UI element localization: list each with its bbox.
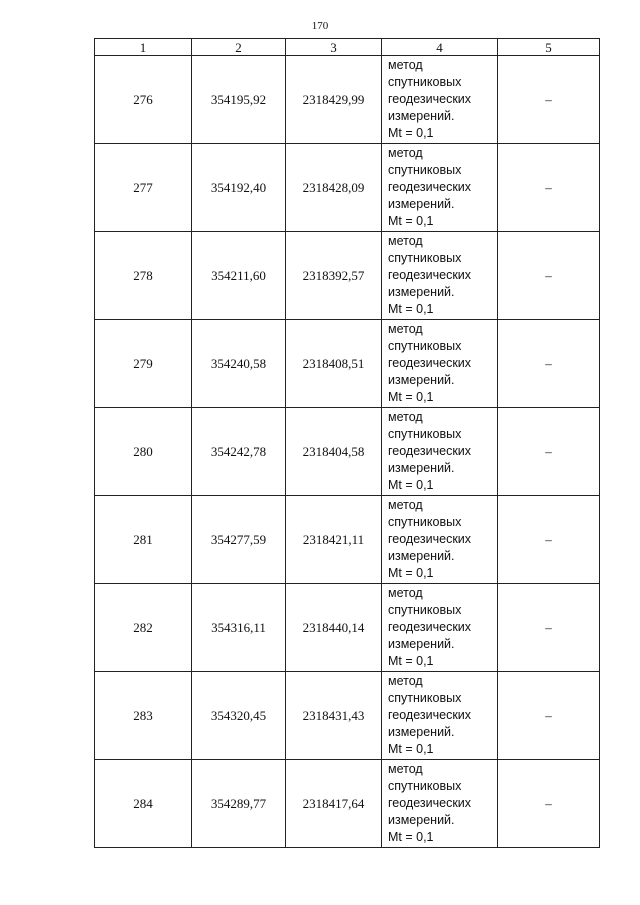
note-cell: –	[498, 144, 600, 232]
table-row	[95, 144, 600, 232]
point-number-cell: 278	[95, 232, 192, 320]
point-number-cell: 276	[95, 56, 192, 144]
method-line: метод	[388, 586, 423, 600]
y-coordinate-cell: 2318431,43	[286, 672, 382, 760]
method-cell	[382, 56, 498, 144]
method-line: спутниковых	[388, 427, 462, 441]
method-line: геодезических	[388, 444, 472, 458]
method-line: геодезических	[388, 180, 472, 194]
y-coordinate-cell: 2318417,64	[286, 760, 382, 848]
method-line: метод	[388, 146, 423, 160]
method-cell	[382, 760, 498, 848]
method-line: геодезических	[388, 532, 472, 546]
method-line: измерений.	[388, 725, 455, 739]
x-coordinate-cell: 354211,60	[192, 232, 286, 320]
x-coordinate-cell: 354320,45	[192, 672, 286, 760]
x-coordinate-cell: 354289,77	[192, 760, 286, 848]
note-cell: –	[498, 584, 600, 672]
method-line: геодезических	[388, 796, 472, 810]
method-line: спутниковых	[388, 251, 462, 265]
point-number-cell: 279	[95, 320, 192, 408]
method-cell	[382, 496, 498, 584]
table-row	[95, 584, 600, 672]
x-coordinate-cell: 354277,59	[192, 496, 286, 584]
page-number: 170	[311, 20, 329, 32]
y-coordinate-cell: 2318421,11	[286, 496, 382, 584]
method-cell	[382, 232, 498, 320]
y-coordinate-cell: 2318440,14	[286, 584, 382, 672]
method-line: Mt = 0,1	[388, 478, 434, 492]
method-line: измерений.	[388, 813, 455, 827]
table-header-row	[95, 39, 600, 56]
method-cell	[382, 320, 498, 408]
method-cell	[382, 408, 498, 496]
table-row	[95, 232, 600, 320]
point-number-cell: 283	[95, 672, 192, 760]
method-line: геодезических	[388, 620, 472, 634]
method-line: измерений.	[388, 109, 455, 123]
note-cell: –	[498, 320, 600, 408]
method-line: спутниковых	[388, 515, 462, 529]
table-row	[95, 320, 600, 408]
column-header-5: 5	[498, 39, 600, 56]
method-cell	[382, 672, 498, 760]
method-line: Mt = 0,1	[388, 390, 434, 404]
method-line: Mt = 0,1	[388, 126, 434, 140]
note-cell: –	[498, 496, 600, 584]
method-line: метод	[388, 410, 423, 424]
method-cell	[382, 584, 498, 672]
method-line: Mt = 0,1	[388, 302, 434, 316]
method-line: Mt = 0,1	[388, 654, 434, 668]
method-line: спутниковых	[388, 691, 462, 705]
y-coordinate-cell: 2318428,09	[286, 144, 382, 232]
method-line: измерений.	[388, 461, 455, 475]
method-line: измерений.	[388, 549, 455, 563]
method-line: метод	[388, 322, 423, 336]
point-number-cell: 277	[95, 144, 192, 232]
y-coordinate-cell: 2318392,57	[286, 232, 382, 320]
method-line: метод	[388, 234, 423, 248]
table-row	[95, 760, 600, 848]
note-cell: –	[498, 760, 600, 848]
method-line: спутниковых	[388, 603, 462, 617]
y-coordinate-cell: 2318404,58	[286, 408, 382, 496]
x-coordinate-cell: 354240,58	[192, 320, 286, 408]
method-line: Mt = 0,1	[388, 214, 434, 228]
y-coordinate-cell: 2318429,99	[286, 56, 382, 144]
method-line: геодезических	[388, 268, 472, 282]
note-cell: –	[498, 56, 600, 144]
method-line: измерений.	[388, 285, 455, 299]
point-number-cell: 284	[95, 760, 192, 848]
x-coordinate-cell: 354242,78	[192, 408, 286, 496]
method-line: Mt = 0,1	[388, 830, 434, 844]
method-line: геодезических	[388, 92, 472, 106]
table-body	[95, 56, 600, 848]
note-cell: –	[498, 408, 600, 496]
method-line: измерений.	[388, 373, 455, 387]
table-row	[95, 408, 600, 496]
column-header-3: 3	[286, 39, 382, 56]
table-row	[95, 496, 600, 584]
method-line: метод	[388, 674, 423, 688]
point-number-cell: 281	[95, 496, 192, 584]
method-line: метод	[388, 498, 423, 512]
column-header-4: 4	[382, 39, 498, 56]
point-number-cell: 280	[95, 408, 192, 496]
method-cell	[382, 144, 498, 232]
note-cell: –	[498, 672, 600, 760]
table-row	[95, 672, 600, 760]
method-line: измерений.	[388, 197, 455, 211]
method-line: Mt = 0,1	[388, 566, 434, 580]
y-coordinate-cell: 2318408,51	[286, 320, 382, 408]
method-line: спутниковых	[388, 163, 462, 177]
method-line: метод	[388, 58, 423, 72]
method-line: спутниковых	[388, 75, 462, 89]
method-line: спутниковых	[388, 339, 462, 353]
point-number-cell: 282	[95, 584, 192, 672]
method-line: геодезических	[388, 356, 472, 370]
method-line: метод	[388, 762, 423, 776]
note-cell: –	[498, 232, 600, 320]
coordinates-table	[94, 38, 600, 848]
method-line: спутниковых	[388, 779, 462, 793]
method-line: измерений.	[388, 637, 455, 651]
method-line: Mt = 0,1	[388, 742, 434, 756]
table-row	[95, 56, 600, 144]
column-header-2: 2	[192, 39, 286, 56]
column-header-1: 1	[95, 39, 192, 56]
method-line: геодезических	[388, 708, 472, 722]
x-coordinate-cell: 354316,11	[192, 584, 286, 672]
x-coordinate-cell: 354195,92	[192, 56, 286, 144]
x-coordinate-cell: 354192,40	[192, 144, 286, 232]
